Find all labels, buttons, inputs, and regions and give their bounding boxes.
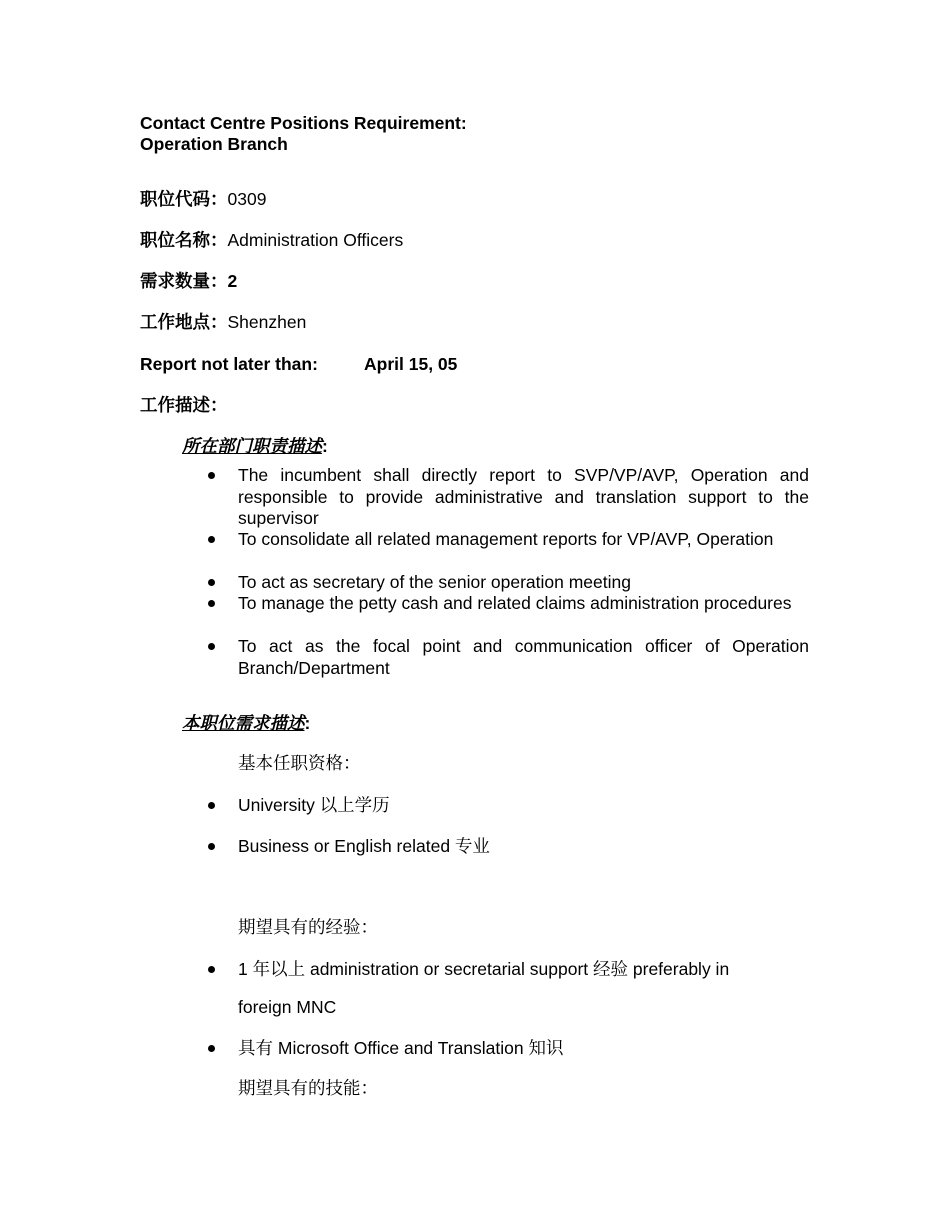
- bullet-icon: [208, 966, 215, 973]
- field-position-code: [140, 189, 266, 210]
- basic-item-1-zh: 以上学历: [319, 796, 390, 816]
- department-item-5: To act as the focal point and communication officer of Operation Branch/Department: [238, 636, 809, 678]
- basic-item-2: [238, 836, 490, 858]
- department-item-1: The incumbent shall directly report to SVP/VP/AVP, Operation and responsible to provide administrative and translation support to the supervisor: [238, 465, 809, 528]
- experience-item-2-part: 具有: [238, 1039, 273, 1059]
- department-heading: [182, 436, 328, 457]
- experience-item-1-part: administration or secretarial support: [305, 959, 594, 979]
- field-position-code-value: 0309: [227, 189, 267, 209]
- field-position-name-value: Administration Officers: [227, 230, 404, 250]
- field-location-label: 工作地点：: [140, 312, 228, 332]
- basic-item-1-en: University: [238, 795, 320, 815]
- experience-item-1: [238, 959, 729, 981]
- basic-qualifications-label: 基本任职资格：: [238, 754, 361, 774]
- experience-item-1-line2: foreign MNC: [238, 997, 337, 1017]
- experience-item-2-part: 知识: [528, 1039, 564, 1059]
- field-location: [140, 312, 306, 333]
- experience-item-2: [238, 1038, 564, 1060]
- experience-item-1-part: 1: [238, 959, 253, 979]
- bullet-icon: [208, 579, 215, 586]
- position-heading-text: 本职位需求描述: [182, 713, 305, 733]
- bullet-icon: [208, 472, 215, 479]
- experience-label: 期望具有的经验：: [238, 918, 378, 938]
- field-report-label: Report not later than:: [140, 354, 318, 374]
- field-position-name: [140, 230, 403, 251]
- bullet-icon: [208, 1045, 215, 1052]
- bullet-icon: [208, 536, 215, 543]
- department-heading-text: 所在部门职责描述: [182, 436, 322, 456]
- department-item-3: To act as secretary of the senior operation meeting: [238, 572, 631, 592]
- bullet-icon: [208, 600, 215, 607]
- position-heading: [182, 713, 310, 734]
- position-heading-colon: :: [304, 713, 311, 733]
- experience-item-1-part: 经验: [593, 960, 629, 980]
- document-subtitle: Operation Branch: [140, 134, 288, 154]
- basic-item-1: [238, 795, 390, 817]
- field-position-code-label: 职位代码：: [140, 189, 228, 209]
- field-job-description-label: 工作描述：: [140, 395, 228, 415]
- department-item-4: To manage the petty cash and related claims administration procedures: [238, 593, 792, 613]
- field-quantity-label: 需求数量：: [140, 271, 228, 291]
- basic-item-2-en: Business or English related: [238, 836, 455, 856]
- field-position-name-label: 职位名称：: [140, 230, 228, 250]
- experience-item-2-part: Microsoft Office and Translation: [273, 1038, 529, 1058]
- skills-label: 期望具有的技能：: [238, 1079, 378, 1099]
- basic-item-2-zh: 专业: [454, 837, 490, 857]
- document-title: Contact Centre Positions Requirement:: [140, 113, 467, 133]
- department-heading-colon: :: [322, 436, 328, 456]
- field-quantity: [140, 271, 237, 292]
- experience-item-1-part: preferably in: [628, 959, 730, 979]
- experience-item-1-part: 年以上: [252, 960, 306, 980]
- field-quantity-value: 2: [227, 271, 238, 291]
- bullet-icon: [208, 843, 215, 850]
- field-report-value: April 15, 05: [364, 354, 458, 374]
- bullet-icon: [208, 802, 215, 809]
- bullet-icon: [208, 643, 215, 650]
- field-location-value: Shenzhen: [227, 312, 307, 332]
- department-item-2: To consolidate all related management reports for VP/AVP, Operation: [238, 529, 774, 549]
